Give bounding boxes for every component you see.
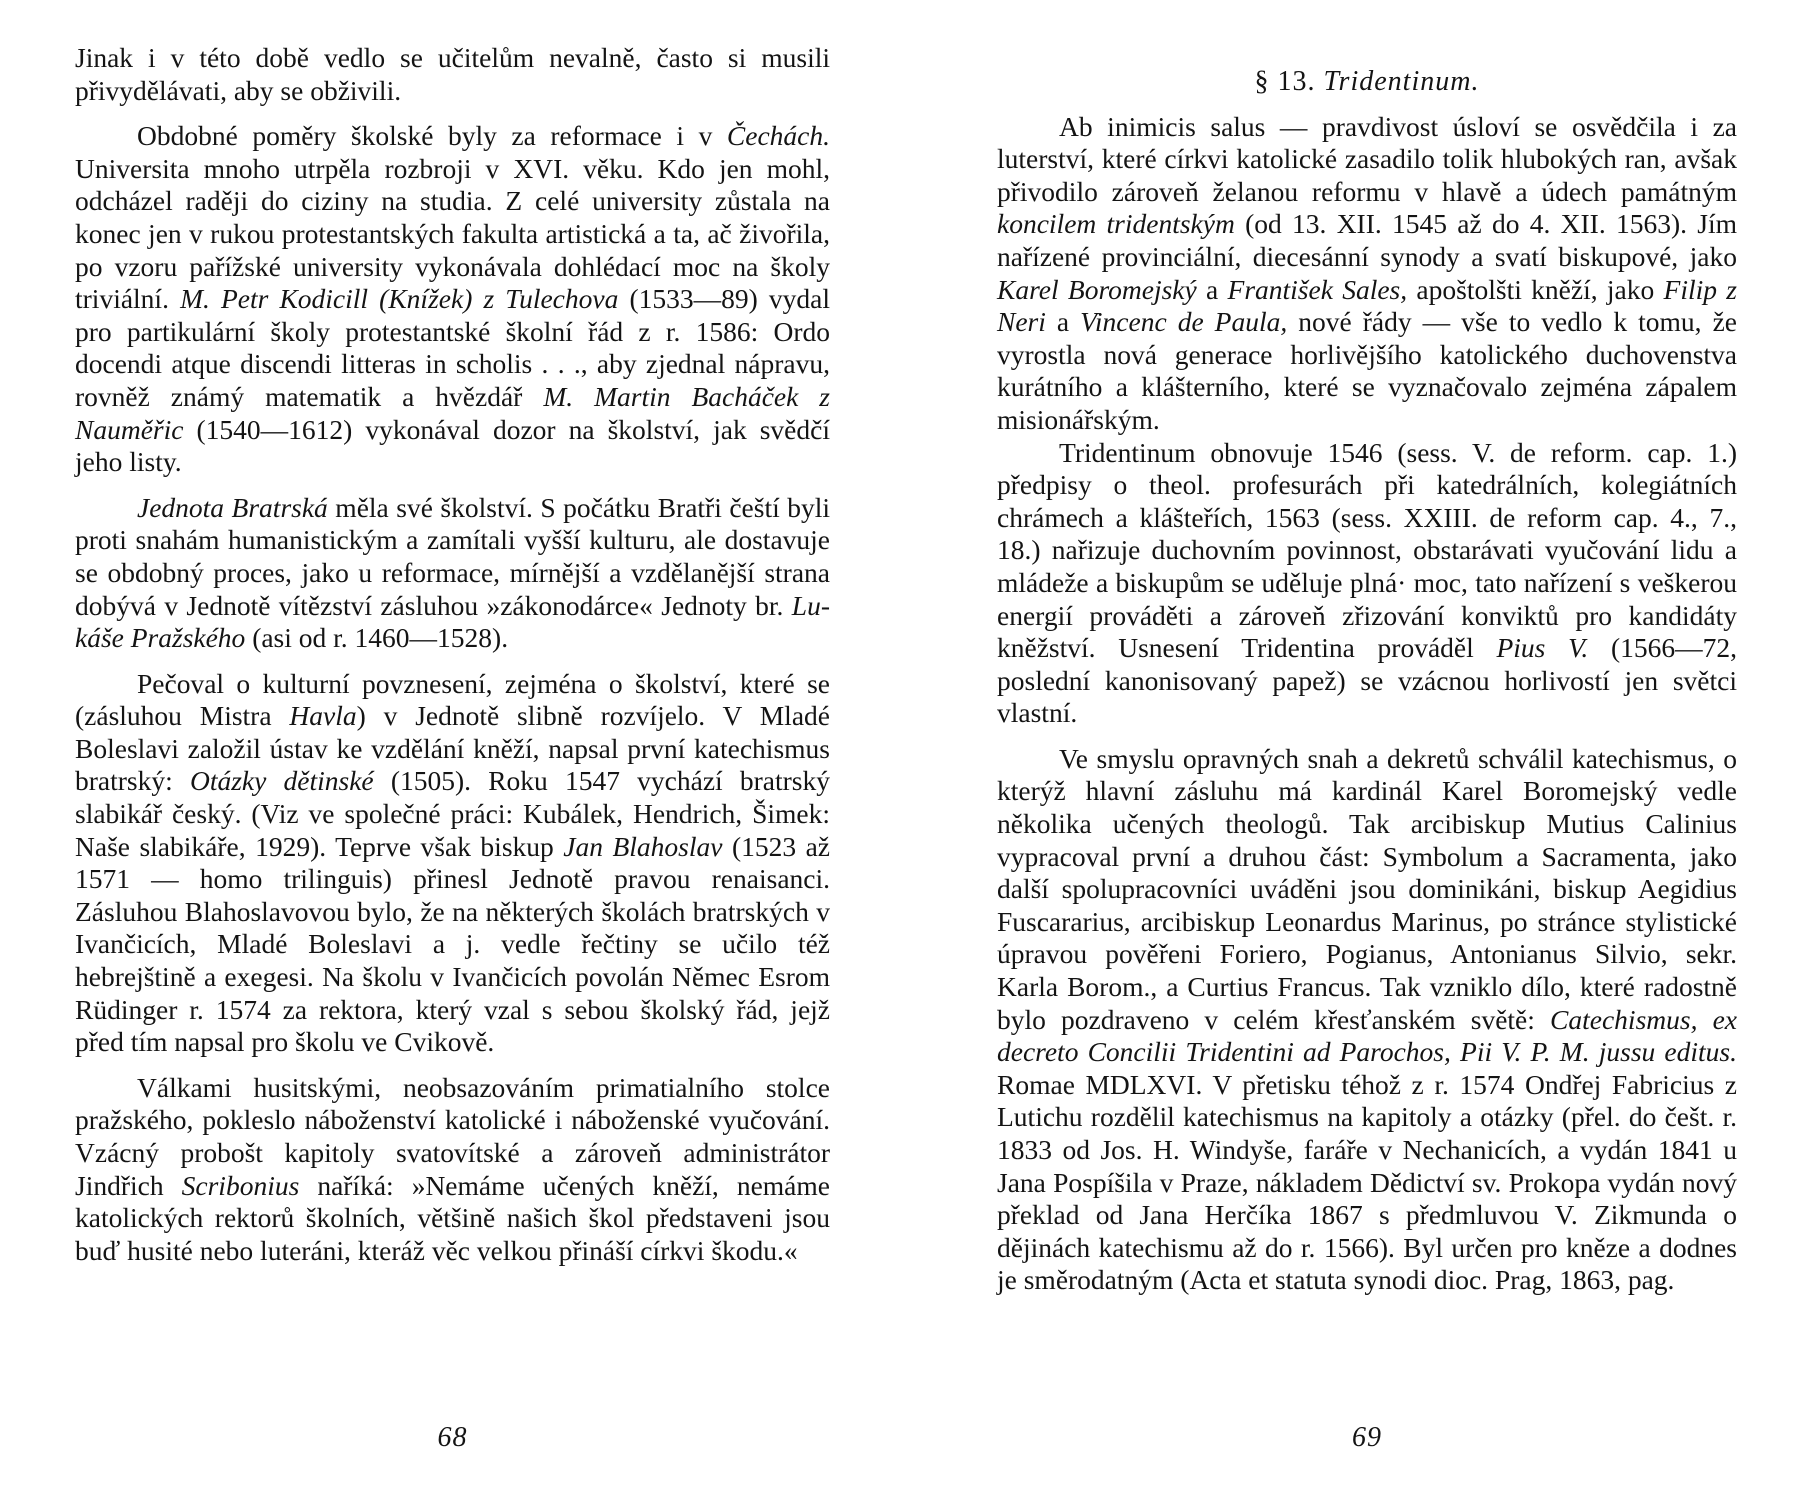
paragraph: [75, 120, 830, 479]
page-number: 68: [437, 1422, 468, 1453]
text-run: Tridentinum obnovuje 1546 (sess. V. de reform. cap. 1.) předpisy o theol. profesurách při katedrálních, kolegiátních chrámech a klášteřích, 1563 (sess. XXIII. de reform cap. 4., 7., 18.) nařizuje duchovním povinnost, obstarávati vyučování lidu a mládeže a biskupům se uděluje plná· moc, tato nařízení s veškerou energií prováděti a zároveň zřizování konviktů pro kandidáty kněžství. Usnesení Tridentina prováděl: [997, 436, 1737, 664]
text-run: Obdobné poměry školské byly za reformace i v: [137, 120, 727, 152]
text-run: (1540—1612) vykonával dozor na školství, jak svědčí jeho listy.: [75, 413, 830, 478]
text-run: ) v Jednotě slibně rozvíjelo. V Mladé Boleslavi založil ústav ke vzdělání kněží, napsal první katechismus bratrský:: [75, 700, 830, 797]
text-run: (1566—72, poslední kanonisovaný papež) se vzácnou horlivostí jen světci vlastní.: [997, 632, 1737, 729]
italic-text: Scribonius: [181, 1169, 300, 1201]
section-number: § 13.: [1254, 66, 1316, 97]
paragraph: [997, 111, 1737, 437]
paragraph: [997, 437, 1737, 730]
section-title: Tridentinum.: [1323, 66, 1480, 97]
italic-text: Catechismus, ex decreto Concilii Tridentini ad Parochos, Pii V. P. M. jussu editus.: [997, 1003, 1737, 1068]
page-number: 69: [1352, 1422, 1382, 1453]
text-run: nové řády — vše to vedlo k tomu, že vyrostla nová generace horlivějšího katolického duchovenstva kurátního a klášterního, které se vyznačovalo zejména zápalem misionářským.: [997, 306, 1737, 435]
text-run: Ab inimicis salus — pravdivost úsloví se osvědčila i za luterství, které církvi katolické zasadilo tolik hlubokých ran, avšak přivodilo zároveň želanou reformu v hlavě a údech památným: [997, 110, 1737, 207]
paragraph: [75, 42, 830, 107]
text-run: (1523 až 1571 — homo trilinguis) přinesl Jednotě pravou renaisanci. Zásluhou Blahoslavovou bylo, že na některých školách bratrských v Ivančicích, Mladé Boleslavi a j. vedle řečtiny se učilo též hebrejštině a exegesi. Na školu v Ivančicích povolán Němec Esrom Rüdinger r. 1574 za rektora, který vzal s sebou školský řád, jejž před tím napsal pro školu ve Cvikově.: [75, 830, 830, 1058]
left-page-body: [75, 42, 830, 1267]
text-run: a: [1196, 273, 1228, 305]
italic-text: Karel Boromejský: [997, 273, 1197, 305]
italic-text: Vincenc de Paula,: [1080, 306, 1288, 338]
text-run: Ve smyslu opravných snah a dekretů schválil katechismus, o kterýž hlavní zásluhu má kardinál Karel Boromejský vedle několika učených theologů. Tak arcibiskup Mutius Calinius vypracoval první a druhou část: Symbolum a Sacramenta, jako další spolupracovníci uváděni jsou dominikáni, biskup Aegidius Fuscararius, arcibiskup Leonardus Marinus, po stránce stylistické úpravou pověřeni Foriero, Pogianus, Antonianus Silvio, sekr. Karla Borom., a Curtius Francus. Tak vzniklo dílo, které radostně bylo pozdraveno v celém křesťanském světě:: [997, 742, 1737, 1035]
italic-text: Lukáše Pražského: [75, 589, 830, 654]
text-run: Jinak i v této době vedlo se učitelům nevalně, často si musili přivydělávati, aby se obživili.: [75, 42, 830, 106]
paragraph: [75, 1072, 830, 1268]
italic-text: Jan Blahoslav: [563, 830, 723, 862]
italic-text: M. Petr Kodicill (Knížek) z Tulechova: [180, 283, 619, 315]
right-page: [997, 0, 1737, 1500]
paragraph: [75, 668, 830, 1059]
text-run: měla své školství. S počátku Bratři čeští byli proti snahám humanistickým a zamítali vyšší kulturu, ale dostavuje se obdobný proces, jako u reformace, mírnější a vzdělanější strana dobývá v Jednotě vítězství zásluhou »zákonodárce« Jednoty br.: [75, 491, 831, 621]
text-run: (asi od r. 1460—1528).: [245, 622, 509, 654]
text-run: (1533—89) vydal pro partikulární školy protestantské školní řád z r. 1586: Ordo docendi atque discendi litteras in scholis . . ., aby zjednal nápravu, rovněž známý matematik a hvězdář: [75, 283, 831, 412]
text-run: (od 13. XII. 1545 až do 4. XII. 1563). Jím nařízené provinciální, diecesánní synody a svatí biskupové, jako: [997, 208, 1738, 272]
italic-text: Čechách.: [726, 120, 830, 152]
text-run: Pečoval o kulturní povznesení, zejména o školství, které se (zásluhou Mistra: [75, 667, 830, 732]
text-run: Romae MDLXVI. V přetisku téhož z r. 1574 Ondřej Fabricius z Lutichu rozdělil katechismus na kapitoly a otázky (přel. do češt. r. 1833 od Jos. H. Windyše, faráře v Nechanicích, a vydán 1841 u Jana Pospíšila v Praze, nákladem Dědictví sv. Prokopa vydán nový překlad od Jana Herčíka 1867 s předmluvou V. Zikmunda o dějinách katechismu až do r. 1566). Byl určen pro kněze a dodnes je směrodatným (Acta et statuta synodi dioc. Prag, 1863, pag.: [997, 1068, 1737, 1296]
text-run: Universita mnoho utrpěla rozbroji v XVI. věku. Kdo jen mohl, odcházel raději do ciziny na studia. Z celé university zůstala na konec jen v rukou protestantských fakulta artistická a ta, ač živořila, po vzoru pařížské university vykonávala dohlédací moc na školy triviální.: [75, 152, 830, 315]
italic-text: koncilem tridentským: [997, 208, 1235, 240]
italic-text: Jednota Bratrská: [137, 491, 328, 523]
text-run: apoštolšti kněží, jako: [1407, 273, 1664, 305]
italic-text: Otázky dětinské: [189, 765, 374, 797]
paragraph: [75, 492, 830, 655]
italic-text: Havla: [289, 700, 357, 732]
text-run: naříká: »Nemáme učených kněží, nemáme katolických rektorů školních, většině našich škol představeni jsou buď husité nebo luteráni, kteráž věc velkou přináší církvi škodu.«: [75, 1169, 830, 1266]
italic-text: František Sales,: [1227, 273, 1408, 305]
italic-text: Filip z Neri: [997, 273, 1737, 338]
text-run: a: [1045, 306, 1081, 338]
italic-text: M. Martin Bacháček z Nauměřic: [75, 380, 831, 445]
text-run: Válkami husitskými, neobsazováním primatialního stolce pražského, pokleslo náboženství katolické i náboženské vyučování. Vzácný probošt kapitoly svatovítské a zároveň administrátor Jindřich: [75, 1071, 830, 1201]
section-heading: [997, 66, 1737, 99]
paragraph: [997, 743, 1737, 1297]
right-page-body: [997, 66, 1737, 1297]
text-run: (1505). Roku 1547 vychází bratrský slabikář český. (Viz ve společné práci: Kubálek, Hendrich, Šimek: Naše slabikáře, 1929). Teprve však biskup: [75, 765, 831, 862]
italic-text: Pius V.: [1496, 632, 1589, 664]
left-page: [75, 0, 830, 1500]
